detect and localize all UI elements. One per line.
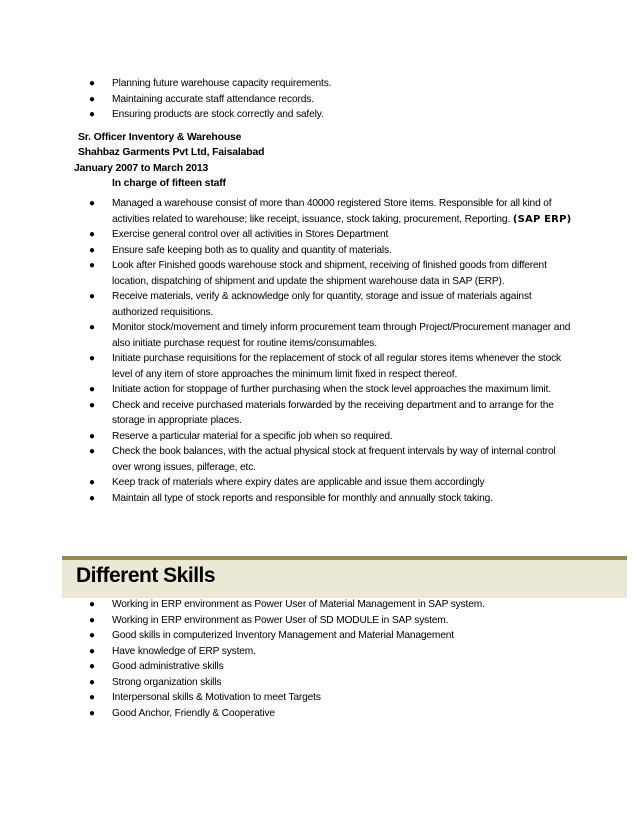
bullet-icon: ● (89, 353, 95, 364)
bullet-icon: ● (89, 109, 95, 120)
bullet-icon: ● (89, 78, 95, 89)
bullet-icon: ● (89, 630, 95, 641)
bullet-icon: ● (89, 661, 95, 672)
bullet-icon: ● (89, 707, 95, 719)
list-item: ● Interpersonal skills & Motivation to meet Targets (0, 690, 638, 706)
job-note: In charge of fifteen staff (112, 178, 226, 190)
list-item: ● Strong organization skills (0, 675, 638, 691)
job-dates: January 2007 to March 2013 (74, 162, 209, 174)
bullet-icon: ● (89, 430, 95, 442)
list-item: ● Check the book balances, with the actual physical stock at frequent intervals by way of internal control over wrong issues, pilferage, etc. (89, 446, 556, 473)
skills-list (0, 597, 638, 721)
duty-text: Managed a warehouse consist of more than 40000 registered Store items. Responsible for all kind of activities related to warehouse; like receipt, issuance, stock taking, procurement, Reporting. (112, 198, 552, 225)
job-title: Sr. Officer Inventory & Warehouse (78, 132, 242, 143)
bullet-icon: ● (89, 614, 95, 626)
bullet-icon: ● (89, 399, 95, 411)
list-item: ● Ensure safe keeping both as to quality and quantity of materials. (0, 243, 638, 259)
list-item: ● Working in ERP environment as Power User of SD MODULE in SAP system. (0, 613, 638, 629)
list-item: ● Good skills in computerized Inventory Management and Material Management (0, 628, 638, 644)
list-item: ● Keep track of materials where expiry dates are applicable and issue them accordingly (0, 475, 638, 491)
list-item: ● Check and receive purchased materials forwarded by the receiving department and to arrange for the storage in appropriate places. (89, 399, 554, 426)
list-item: ● Receive materials, verify & acknowledge only for quantity, storage and issue of materials against authorized requisitions. (89, 291, 532, 318)
bullet-icon: ● (89, 291, 95, 302)
bullet-icon: ● (89, 384, 95, 395)
bullet-icon: ● (89, 446, 95, 457)
list-item: ● Good Anchor, Friendly & Cooperative (0, 706, 638, 722)
bullet-icon: ● (89, 322, 95, 333)
bullet-icon: ● (89, 692, 95, 703)
section-title: Different Skills (76, 564, 216, 587)
list-item: ● Ensuring products are stock correctly and safely. (0, 107, 638, 123)
list-item: ● Exercise general control over all activities in Stores Department (0, 227, 638, 243)
bullet-icon: ● (89, 260, 95, 271)
bullet-icon: ● (89, 198, 95, 209)
list-item: ● Initiate action for stoppage of further purchasing when the stock level approaches the maximum limit. (0, 382, 638, 398)
job-company: Shahbaz Garments Pvt Ltd, Faisalabad (78, 147, 265, 159)
duties-list (0, 196, 638, 506)
job-header (0, 130, 638, 192)
list-item: ● Maintain all type of stock reports and responsible for monthly and annually stock taking. (0, 491, 638, 507)
list-item: ● Working in ERP environment as Power User of Material Management in SAP system. (0, 597, 638, 613)
top-bullet-list (0, 76, 638, 123)
list-item: ● Good administrative skills (0, 659, 638, 675)
list-item: ● Monitor stock/movement and timely inform procurement team through Project/Procurement manager and also initiate purchase request for routine items/consumables. (89, 322, 571, 349)
bullet-icon: ● (89, 229, 95, 240)
list-item: ● Have knowledge of ERP system. (0, 644, 638, 660)
list-item: ● Reserve a particular material for a specific job when so required. (0, 429, 638, 445)
bullet-icon: ● (89, 244, 95, 256)
section-header-band (62, 556, 627, 598)
bullet-icon: ● (89, 477, 95, 488)
list-item: ● Initiate purchase requisitions for the replacement of stock of all regular stores items whenever the stock level of any item of store approaches the minimum limit fixed in respect thereof. (89, 353, 561, 380)
list-item: ● Look after Finished goods warehouse stock and shipment, receiving of finished goods from different location, dispatching of shipment and update the shipment warehouse data in SAP (ERP). (89, 260, 547, 287)
sap-erp-tag: (SAP ERP) (512, 213, 572, 225)
list-item: ● Maintaining accurate staff attendance records. (0, 92, 638, 108)
list-item: ● Planning future warehouse capacity requirements. (0, 76, 638, 92)
bullet-icon: ● (89, 492, 95, 504)
bullet-icon: ● (89, 645, 95, 657)
bullet-icon: ● (89, 599, 95, 610)
list-item (0, 196, 638, 227)
bullet-icon: ● (89, 93, 95, 105)
bullet-icon: ● (89, 676, 95, 688)
